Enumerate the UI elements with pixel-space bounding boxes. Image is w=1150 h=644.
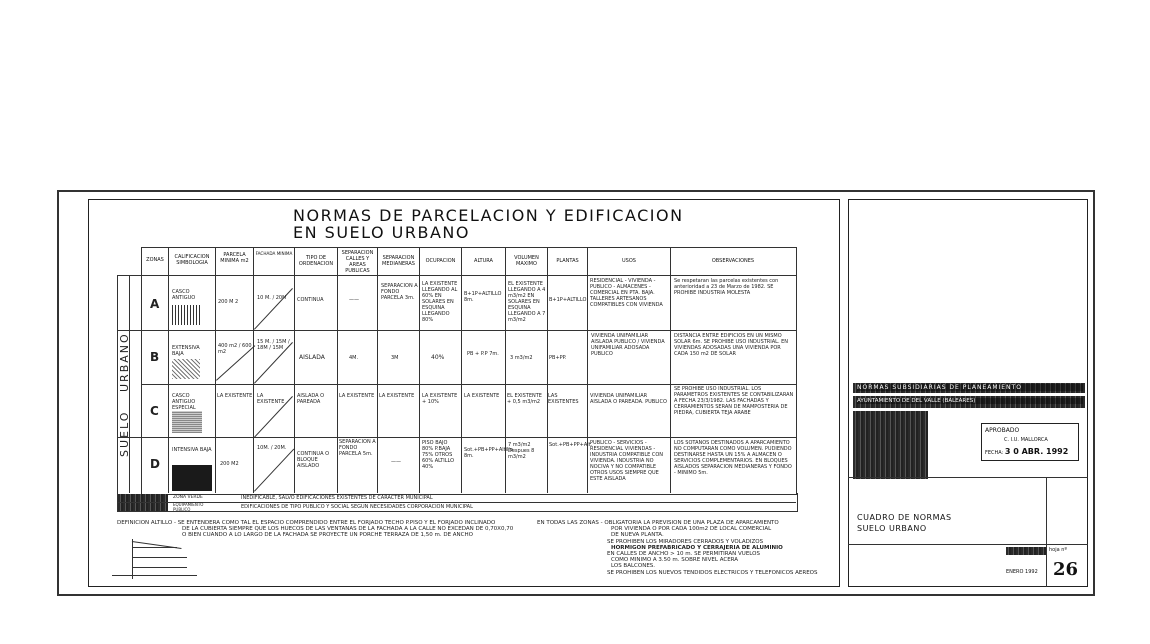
header-volumen: VOLUMEN MAXIMO (514, 255, 539, 267)
zone-a: A (150, 297, 160, 311)
row-a-volumen: EL EXISTENTE LLEGANDO A 4 m3/m2 EN SOLARES EN ESQUINA LLEGANDO A 7 m3/m2 (508, 281, 546, 323)
row-a-usos: RESIDENCIAL - VIVIENDA - PUBLICO - ALMACENES - COMERCIAL EN PTA. BAJA. TALLERES ARTESANOS COMPATIBLES CON VIVIENDA (590, 278, 663, 308)
todas-line-1: OBLIGATORIA LA PREVISION DE UNA PLAZA DE APARCAMIENTO (604, 520, 779, 526)
row-b-symbol (172, 359, 200, 379)
row-b-altura: PB + P.P 7m. (467, 351, 499, 357)
zone-c: C (150, 404, 159, 418)
todas-line-9: SE PROHIBEN LOS NUEVOS TENDIDOS ELECTRICOS Y TELEFONICOS AEREOS (607, 569, 818, 576)
row-c-tipo: AISLADA O PAREADA (297, 393, 325, 405)
title-block (848, 477, 1088, 587)
row-a-fachada: 10 M. / 20M (257, 295, 287, 301)
row-a-sep-medianeras: SEPARACION A FONDO PARCELA 3m. (381, 283, 418, 301)
todas-line-8: LOS BALCONES. (611, 563, 656, 570)
header-observaciones: OBSERVACIONES (711, 258, 755, 264)
todas-line-2: POR VIVIENDA O POR CADA 100m2 DE LOCAL COMERCIAL (611, 526, 772, 533)
row-d-fachada: 10M. / 20M. (257, 445, 287, 451)
stamp-aprobado: APROBADO (985, 427, 1020, 434)
stamp-band-sub: AYUNTAMIENTO DE DEL VALLE (BALEARES) (857, 398, 1083, 404)
stamp-fecha-label: FECHA: (985, 450, 1004, 456)
stamp-band-title: NORMAS SUBSIDIARIAS DE PLANEAMIENTO (857, 384, 1083, 391)
drawing-title (293, 207, 684, 241)
row-a-observaciones: Se respetaran las parcelas existentes con anterioridad a 23 de Marzo de 1982. SE PROHIBE INDUSTRIA MOLESTA (674, 278, 779, 296)
row-b-volumen: 3 m3/m2 (510, 355, 533, 361)
approval-stamp (853, 383, 1085, 479)
header-tipo: TIPO DE ORDENACION (298, 255, 334, 267)
row-b-plantas: PB+PP. (549, 355, 567, 361)
row-d-plantas: Sot.+PB+PP+Alt. (549, 442, 593, 448)
row-d-ocupacion: PISO BAJO 80% P.BAJA 75% OTROS 60% ALTILLO 40% (422, 440, 455, 470)
header-usos: USOS (622, 258, 636, 264)
row-c-altura: LA EXISTENTE (464, 393, 500, 399)
row-c-sep-calles: LA EXISTENTE (339, 393, 375, 399)
titleblock-hoja-label: hoja nº (1049, 547, 1067, 553)
titleblock-line-1: CUADRO DE NORMAS (857, 513, 952, 522)
general-notes: EN TODAS LAS ZONAS - OBLIGATORIA LA PREVISION DE UNA PLAZA DE APARCAMIENTO POR VIVIENDA O POR CADA 100m2 DE LOCAL COMERCIAL DE NUEVA PLANTA. SE PROHIBEN LOS MIRADORES CERRADOS Y VOLADIZOS HORMIGON PREFABRICADO Y CERRAJERIA DE ALUMINIO EN CALLES DE ANCHO > 10 m. SE PERMITIRAN VUELOS COMO MINIMO A 3.50 m. SOBRE NIVEL ACERA LOS BALCONES. SE PROHIBEN LOS NUEVOS TENDIDOS ELECTRICOS Y TELEFONICOS AEREOS (537, 520, 837, 576)
zone-b: B (150, 350, 160, 364)
row-d-sep-medianeras: —— (391, 459, 401, 465)
row-d-usos: PUBLICO - SERVICIOS - RESIDENCIAL VIVIENDAS - INDUSTRIA COMPATIBLE CON VIVIENDA. INDUSTRIA NO NOCIVA Y NO COMPATIBLE OTROS USOS SIEMPRE QUE ESTE AISLADA (590, 440, 664, 482)
title-line-1: NORMAS DE PARCELACION Y EDIFICACION (293, 206, 684, 225)
altillo-line-3: O BIEN CUANDO A LO LARGO DE LA FACHADA SE PROYECTE UN PORCHE TERRAZA DE 1,50 m. DE ANCHO (182, 532, 473, 539)
row-c-observaciones: SE PROHIBE USO INDUSTRIAL. LOS PARAMETROS EXISTENTES SE CONTABILIZARAN A FECHA 23/3/1982. LAS FACHADAS Y CERRAMIENTOS SERAN DE MAMPOSTERIA DE PIEDRA, CUBIERTA TEJA ARABE (674, 386, 794, 416)
row-d-altura: Sot.+PB+PP+Altillo 8m. (464, 447, 513, 459)
stamp-organismo: C. I.U. MALLORCA (1004, 437, 1048, 443)
row-a-ocupacion: LA EXISTENTE LLEGANDO AL 60% EN SOLARES EN ESQUINA LLEGANDO 80% (422, 281, 458, 323)
altillo-notes: DEFINICION ALTILLO - SE ENTENDERA COMO TAL EL ESPACIO COMPRENDIDO ENTRE EL FORJADO TECHO P.PISO Y EL FORJADO INCLINADO DE LA CUBIERTA SIEMPRE QUE LOS HUECOS DE LAS VENTANAS DE LA FACHADA A LA CALLE NO EXCEDAN DE 0,70X0,70 O BIEN CUANDO A LO LARGO DE LA FACHADA SE PROYECTE UN PORCHE TERRAZA DE 1,50 m. DE ANCHO (117, 520, 537, 539)
equipamiento-text: EDIFICACIONES DE TIPO PUBLICO Y SOCIAL SEGUN NECESIDADES CORPORACION MUNICIPAL (241, 504, 473, 510)
row-c-sep-medianeras: LA EXISTENTE (379, 393, 415, 399)
todas-line-6: EN CALLES DE ANCHO > 10 m. SE PERMITIRAN VUELOS (607, 551, 760, 558)
equipamiento-label: EQUIPAMIENTO PUBLICO (173, 502, 204, 512)
row-a-plantas: B+1P+ALTILLO (549, 297, 587, 303)
titleblock-hoja-value: 26 (1053, 559, 1079, 580)
zona-verde-text: INEDIFICABLE, SALVO EDIFICACIONES EXISTENTES DE CARACTER MUNICIPAL (241, 495, 433, 501)
row-c-symbol (172, 411, 202, 433)
row-b-parcela: 400 m2 / 600 m2 (218, 343, 252, 355)
altillo-sketch (112, 535, 197, 580)
header-plantas: PLANTAS (556, 258, 579, 264)
norms-table (117, 247, 797, 512)
zone-d: D (150, 457, 160, 471)
header-ocupacion: OCUPACION (425, 258, 456, 264)
row-d-symbol (172, 465, 212, 491)
row-b-calificacion: EXTENSIVA BAJA (172, 345, 200, 357)
row-b-sep-medianeras: 3M (391, 355, 399, 361)
header-fachada: FACHADA MINIMA (255, 251, 293, 256)
row-c-parcela: LA EXISTENTE (217, 393, 253, 399)
label-suelo: SUELO (118, 410, 131, 457)
header-zonas: ZONAS (146, 257, 164, 263)
stamp-approval-box (981, 423, 1079, 461)
row-b-usos: VIVIENDA UNIFAMILIAR AISLADA PUBLICO / VIVIENDA UNIFAMILIAR ADOSADA PUBLICO (591, 333, 665, 357)
row-a-symbol (172, 305, 200, 325)
zona-verde-label: ZONA VERDE (173, 495, 203, 500)
row-d-tipo: CONTINUA O BLOQUE AISLADO (297, 451, 330, 469)
todas-line-4: SE PROHIBEN LOS MIRADORES CERRADOS Y VOLADIZOS (607, 538, 764, 545)
zona-verde-symbol (118, 494, 168, 502)
row-c-ocupacion: LA EXISTENTE + 10% (422, 393, 458, 405)
row-a-sep-calles: —— (349, 297, 359, 303)
row-c-fachada: LA EXISTENTE (257, 393, 285, 405)
stamp-fecha-value: 3 0 ABR. 1992 (1004, 447, 1069, 456)
row-d-sep-calles: SEPARACION A FONDO PARCELA 5m. (339, 439, 376, 457)
row-d-calificacion: INTENSIVA BAJA (172, 447, 212, 453)
row-d-observaciones: LOS SOTANOS DESTINADOS A APARCAMIENTO NO COMPUTARAN COMO VOLUMEN. PUDIENDO DESTINARSE HASTA UN 15% A ALMACEN O SERVICIOS COMPLEMENTARIOS. EN BLOQUES AISLADOS SEPARACION MEDIANERAS Y FONDO - MINIMO 5m. (674, 440, 792, 476)
titleblock-fecha: ENERO 1992 (1006, 569, 1038, 575)
altillo-line-1: SE ENTENDERA COMO TAL EL ESPACIO COMPRENDIDO ENTRE EL FORJADO TECHO P.PISO Y EL FORJADO INCLINADO (177, 520, 496, 526)
header-parcela: PARCELA MINIMA m2 (220, 252, 249, 264)
row-a-parcela: 200 M 2 (218, 299, 239, 305)
header-sep-medianeras: SEPARACION MEDIANERAS (382, 255, 415, 267)
stamp-seal (853, 411, 928, 479)
row-a-calificacion: CASCO ANTIGUO (172, 289, 196, 301)
header-sep-calles: SEPARACION CALLES Y AREAS PUBLICAS (341, 250, 374, 274)
todas-heading: EN TODAS LAS ZONAS (537, 520, 599, 526)
row-a-tipo: CONTINUA (297, 297, 324, 303)
equipamiento-symbol (118, 503, 168, 511)
row-d-parcela: 200 M2 (220, 461, 239, 467)
label-urbano: URBANO (118, 332, 131, 392)
titleblock-line-2: SUELO URBANO (857, 524, 927, 533)
todas-line-3: DE NUEVA PLANTA. (611, 532, 664, 539)
row-c-calificacion: CASCO ANTIGUO ESPECIAL (172, 393, 196, 411)
row-c-volumen: EL EXISTENTE + 0,5 m3/m2 (507, 393, 542, 405)
row-c-usos: VIVIENDA UNIFAMILIAR AISLADA O PAREADA. PUBLICO (590, 393, 667, 405)
title-line-2: EN SUELO URBANO (293, 223, 470, 242)
row-b-observaciones: DISTANCIA ENTRE EDIFICIOS EN UN MISMO SOLAR 6m. SE PROHIBE USO INDUSTRIAL. EN VIVIENDAS ADOSADAS UNA VIVIENDA POR CADA 150 m2 DE SOLAR (674, 333, 789, 357)
row-a-altura: B+1P+ALTILLO 8m. (464, 291, 502, 303)
todas-line-5: HORMIGON PREFABRICADO Y CERRAJERIA DE ALUMINIO (611, 544, 783, 551)
row-b-sep-calles: 4M. (349, 355, 359, 361)
row-b-tipo: AISLADA (299, 354, 325, 361)
row-b-fachada: 15 M. / 15M / 18M / 15M (257, 339, 290, 351)
todas-line-7: COMO MINIMO A 3.50 m. SOBRE NIVEL ACERA (611, 557, 739, 564)
row-b-ocupacion: 40% (431, 354, 445, 361)
row-d-volumen: 7 m3/m2 Despues 8 m3/m2 (508, 442, 535, 460)
altillo-line-2: DE LA CUBIERTA SIEMPRE QUE LOS HUECOS DE LAS VENTANAS DE LA FACHADA A LA CALLE NO EXCEDAN DE 0,70X0,70 (182, 526, 514, 533)
header-calificacion: CALIFICACION SIMBOLOGIA (174, 254, 210, 266)
header-altura: ALTURA (474, 258, 493, 264)
row-c-plantas: LAS EXISTENTES (548, 393, 579, 405)
altillo-heading: DEFINICION ALTILLO (117, 520, 173, 526)
